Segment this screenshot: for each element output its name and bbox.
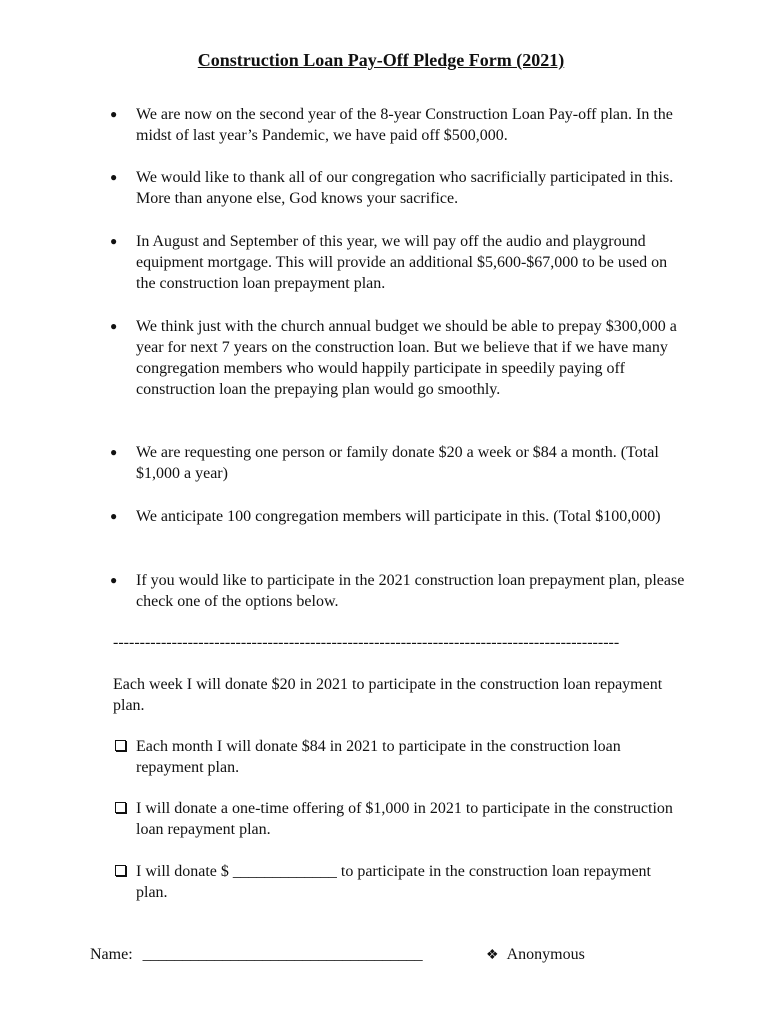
option-text: Each month I will donate $84 in 2021 to participate in the construction loan repayment plan.: [136, 738, 621, 776]
name-line[interactable]: ___________________________________: [142, 946, 423, 963]
checkbox-icon[interactable]: [115, 802, 126, 813]
bullet-dot-icon: ●: [110, 170, 118, 184]
anonymous-label: Anonymous: [506, 946, 585, 963]
option-text: I will donate $ _____________ to participate in the construction loan repayment plan.: [136, 863, 651, 901]
bullet-item: [110, 167, 685, 209]
bullet-dot-icon: ●: [110, 319, 118, 333]
bullet-dot-icon: ●: [110, 509, 118, 523]
bullet-item: [110, 316, 685, 400]
monthly-option[interactable]: [113, 736, 683, 778]
custom-amount-option[interactable]: [113, 861, 683, 903]
bullet-item: [110, 442, 685, 484]
anonymous-option[interactable]: [486, 944, 585, 966]
diamond-bullet-icon: ❖: [486, 948, 499, 963]
form-title: Construction Loan Pay-Off Pledge Form (2021): [197, 50, 565, 70]
bullet-text: We are requesting one person or family donate $20 a week or $84 a month. (Total $1,000 a year): [136, 444, 659, 482]
bullet-text: If you would like to participate in the 2021 construction loan prepayment plan, please check one of the options below.: [136, 572, 685, 610]
bullet-dot-icon: ●: [110, 107, 118, 121]
bullet-item: [110, 570, 685, 612]
name-field: [90, 944, 423, 965]
bullet-dot-icon: ●: [110, 573, 118, 587]
bullet-item: [110, 231, 685, 294]
bullet-text: We think just with the church annual budget we should be able to prepay $300,000 a year for next 7 years on the construction loan. But we believe that if we have many congregation members who would happily participate in speedily paying off construction loan the prepaying plan would go smoothly.: [136, 318, 677, 398]
bullet-text: We are now on the second year of the 8-year Construction Loan Pay-off plan. In the midst of last year’s Pandemic, we have paid off $500,000.: [136, 106, 673, 144]
one-time-option[interactable]: [113, 798, 683, 840]
bullet-text: In August and September of this year, we will pay off the audio and playground equipment mortgage. This will provide an additional $5,600-$67,000 to be used on the construction loan prepayment plan.: [136, 233, 668, 292]
bullet-dot-icon: ●: [110, 234, 118, 248]
checkbox-icon[interactable]: [115, 865, 126, 876]
dashed-divider: -----------------------------------------------------------------------------------------------: [113, 634, 620, 651]
bullet-text: We would like to thank all of our congregation who sacrificially participated in this. More than anyone else, God knows your sacrifice.: [136, 169, 674, 207]
name-label: Name:: [90, 946, 133, 963]
bullet-text: We anticipate 100 congregation members will participate in this. (Total $100,000): [136, 508, 661, 525]
bullet-item: [110, 104, 685, 146]
checkbox-icon[interactable]: [115, 740, 126, 751]
option-text: I will donate a one-time offering of $1,000 in 2021 to participate in the construction loan repayment plan.: [136, 800, 673, 838]
bullet-item: [110, 506, 685, 527]
weekly-option-text: Each week I will donate $20 in 2021 to participate in the construction loan repayment plan.: [113, 676, 663, 714]
bullet-dot-icon: ●: [110, 445, 118, 459]
